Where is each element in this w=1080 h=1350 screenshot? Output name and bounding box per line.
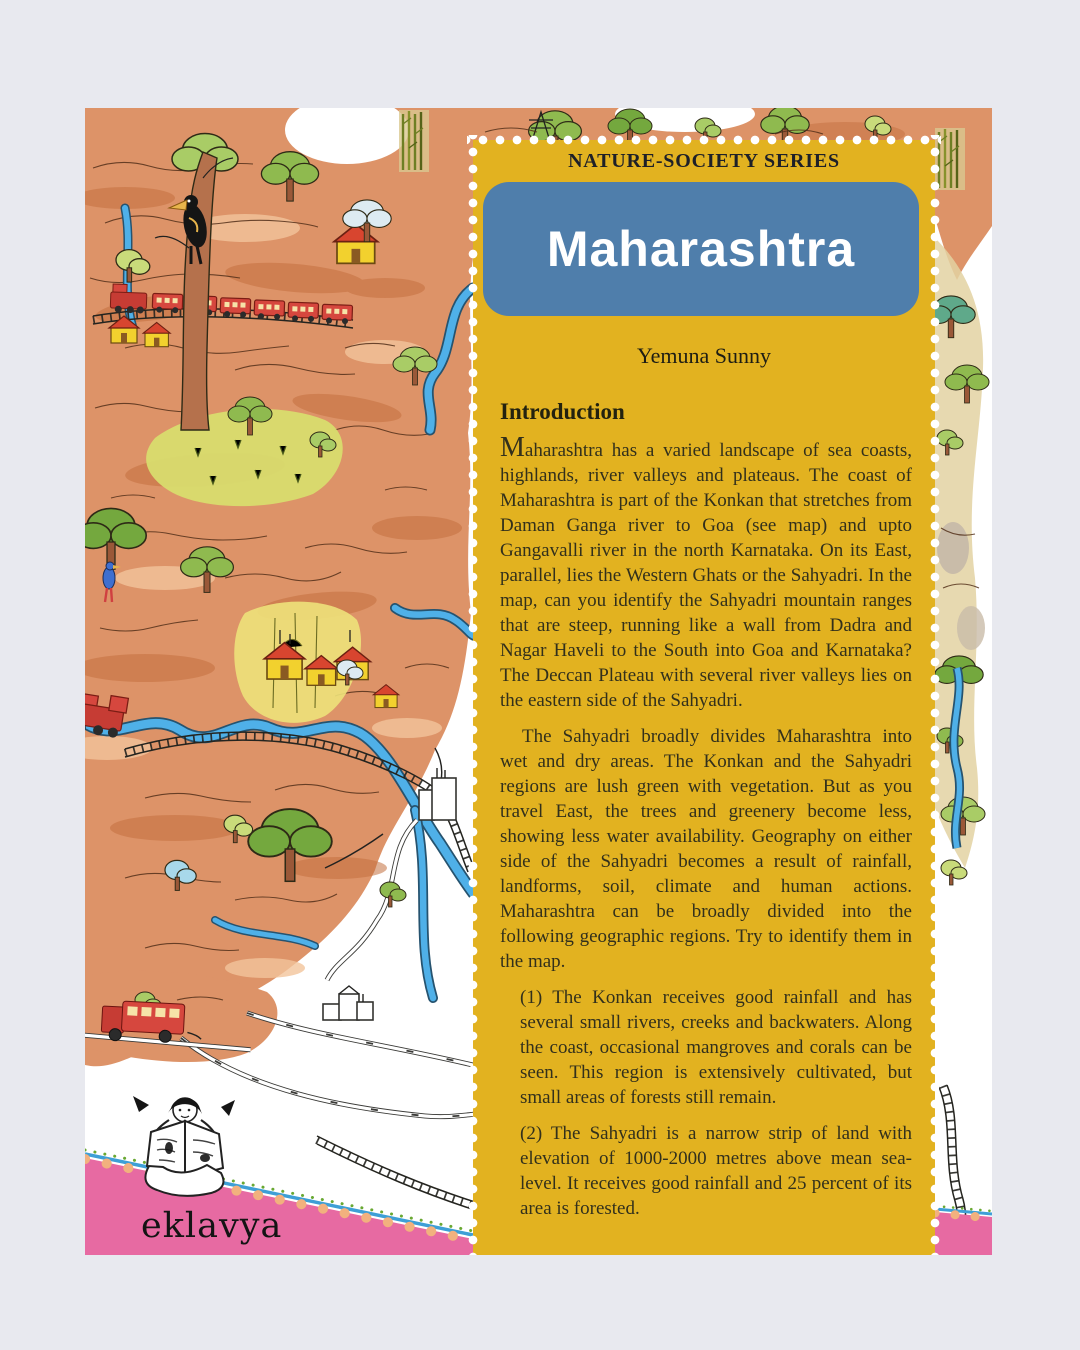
series-label: NATURE-SOCIETY SERIES xyxy=(568,150,840,172)
region-item-1: (1) The Konkan receives good rainfall and has several small rivers, creeks and backwaters. Along the coast, occasional mangroves and corals can be seen. This region is extensively cultivated, but small areas of forests still remain. xyxy=(520,987,912,1108)
intro-paragraph-1: Maharashtra has a varied landscape of sea coasts, highlands, river valleys and plateaus. The coast of Maharashtra is part of the Konkan that stretches from Daman Ganga river to Goa (see map) and upto Gangavalli river in the north Karnataka. On its East, parallel, lies the Western Ghats or the Sahyadri. In the map, can you identify the Sahyadri mountain ranges that are steep, running like a wall from Dadra and Nagar Haveli to the South into Goa and Karnataka? The Deccan Plateau with several river valleys lies on the eastern side of the Sahyadri. xyxy=(500,432,912,711)
title-banner xyxy=(483,182,919,316)
publisher-logo: eklavya xyxy=(141,1206,283,1246)
lead-letter: M xyxy=(500,432,525,463)
book-cover-page xyxy=(85,108,992,1255)
intro-paragraph-2: The Sahyadri broadly divides Maharashtra into wet and dry areas. The Konkan and the Sahyadri regions are lush green with vegetation. But as you travel East, the trees and greenery become less, showing less water availability. Geography on either side of the Sahyadri becomes a result of rainfall, landforms, soil, climate and human actions. Maharashtra can be broadly divided into the following geographic regions. Try to identify them in the map. xyxy=(500,726,912,972)
introduction-section xyxy=(500,399,912,1221)
region-item-2: (2) The Sahyadri is a narrow strip of land with elevation of 1000-2000 metres above mean sea-level. It receives good rainfall and 25 percent of its area is forested. xyxy=(520,1123,912,1219)
book-title: Maharashtra xyxy=(546,221,856,277)
author-name: Yemuna Sunny xyxy=(636,343,772,368)
text-panel xyxy=(473,140,935,1255)
introduction-heading: Introduction xyxy=(500,399,625,424)
